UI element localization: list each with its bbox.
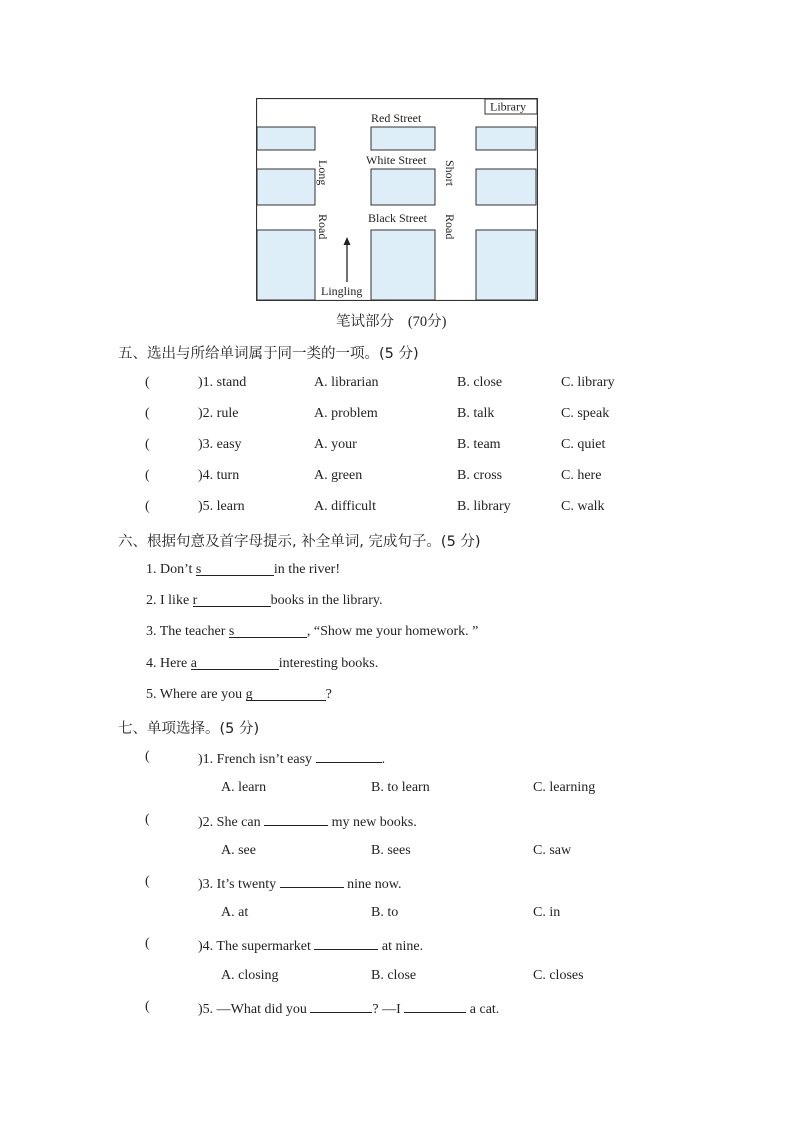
option-b: B. to learn xyxy=(371,780,430,795)
hint-letter: s xyxy=(195,562,202,577)
option-b: B. talk xyxy=(457,406,495,421)
lingling-label: Lingling xyxy=(321,284,363,298)
stem-text: . xyxy=(381,752,386,767)
option-c: C. learning xyxy=(533,780,596,795)
option-a: A. librarian xyxy=(314,375,379,390)
option-a: A. green xyxy=(314,468,363,483)
sentence-end: books in the library. xyxy=(270,593,383,608)
stem-text: )3. It’s twenty xyxy=(198,877,280,892)
option-c: C. here xyxy=(561,468,602,483)
short-road-label-1: Short xyxy=(443,160,457,187)
answer-paren[interactable]: ( xyxy=(145,936,150,951)
answer-paren[interactable]: ( xyxy=(145,437,150,452)
hint-letter: s xyxy=(228,624,235,639)
option-b: B. close xyxy=(457,375,503,390)
option-b: B. team xyxy=(457,437,501,452)
option-b: B. sees xyxy=(371,843,411,858)
question-word: )4. turn xyxy=(198,468,240,483)
black-street-label: Black Street xyxy=(368,211,427,225)
street-map xyxy=(256,98,538,301)
fill-blank[interactable] xyxy=(196,562,274,576)
block xyxy=(257,230,315,300)
question-stem xyxy=(198,999,499,1018)
question-word: )5. learn xyxy=(198,499,245,514)
option-c: C. in xyxy=(533,905,561,920)
stem-text: )5. —What did you xyxy=(198,1002,311,1017)
answer-paren[interactable]: ( xyxy=(145,812,150,827)
stem-text: )4. The supermarket xyxy=(198,939,315,954)
sentence-start: 2. I like xyxy=(146,593,193,608)
option-b: B. to xyxy=(371,905,399,920)
library-label: Library xyxy=(490,99,526,114)
sentence-end: in the river! xyxy=(273,562,341,577)
answer-paren[interactable]: ( xyxy=(145,999,150,1014)
sentence-start: 1. Don’t xyxy=(146,562,196,577)
answer-paren[interactable]: ( xyxy=(145,874,150,889)
stem-text: ? —I xyxy=(372,1002,405,1017)
option-b: B. library xyxy=(457,499,511,514)
option-c: C. speak xyxy=(561,406,610,421)
written-part-caption xyxy=(336,310,447,331)
section6-item xyxy=(146,593,383,609)
block xyxy=(371,127,435,150)
stem-text: nine now. xyxy=(343,877,402,892)
long-road-label-2: Road xyxy=(316,214,330,240)
block xyxy=(257,169,315,205)
option-a: A. learn xyxy=(221,780,267,795)
stem-text: my new books. xyxy=(328,815,417,830)
question-word: )3. easy xyxy=(198,437,242,452)
hint-letter: r xyxy=(192,593,198,608)
sentence-start: 5. Where are you xyxy=(146,687,246,702)
question-stem xyxy=(198,936,423,955)
answer-paren[interactable]: ( xyxy=(145,499,150,514)
section7-title: 七、单项选择。(5 分) xyxy=(118,721,260,737)
block xyxy=(371,169,435,205)
question-word: )1. stand xyxy=(198,375,247,390)
hint-letter: a xyxy=(190,656,197,671)
red-street-label: Red Street xyxy=(371,111,422,125)
fill-blank[interactable] xyxy=(193,593,271,607)
section6-item xyxy=(146,687,332,703)
caption-score: (70分) xyxy=(407,314,447,330)
block xyxy=(257,127,315,150)
long-road-label-1: Long xyxy=(316,160,330,186)
answer-paren[interactable]: ( xyxy=(145,468,150,483)
option-b: B. close xyxy=(371,968,417,983)
option-c: C. library xyxy=(561,375,615,390)
question-blank xyxy=(264,812,328,826)
stem-text: )2. She can xyxy=(198,815,265,830)
stem-text: a cat. xyxy=(466,1002,500,1017)
answer-paren[interactable]: ( xyxy=(145,375,150,390)
section6-title: 六、根据句意及首字母提示, 补全单词, 完成句子。(5 分) xyxy=(118,534,481,550)
sentence-end: , “Show me your homework. ” xyxy=(306,624,479,639)
white-street-label: White Street xyxy=(366,153,427,167)
caption-text: 笔试部分 xyxy=(336,314,394,330)
option-c: C. walk xyxy=(561,499,605,514)
sentence-start: 4. Here xyxy=(146,656,191,671)
stem-text: at nine. xyxy=(378,939,424,954)
block xyxy=(476,230,536,300)
sentence-end: interesting books. xyxy=(278,656,379,671)
question-word: )2. rule xyxy=(198,406,239,421)
option-a: A. closing xyxy=(221,968,279,983)
short-road-label-2: Road xyxy=(443,214,457,240)
question-blank xyxy=(316,749,382,763)
question-stem xyxy=(198,749,385,768)
fill-blank[interactable] xyxy=(191,656,279,670)
option-b: B. cross xyxy=(457,468,503,483)
block xyxy=(371,230,435,300)
option-a: A. see xyxy=(221,843,256,858)
question-blank xyxy=(310,999,372,1013)
question-blank xyxy=(404,999,466,1013)
option-c: C. saw xyxy=(533,843,572,858)
answer-paren[interactable]: ( xyxy=(145,749,150,764)
question-blank xyxy=(314,936,378,950)
fill-blank[interactable] xyxy=(246,687,326,701)
sentence-start: 3. The teacher xyxy=(146,624,229,639)
section6-item xyxy=(146,562,340,578)
stem-text: )1. French isn’t easy xyxy=(198,752,316,767)
sentence-end: ? xyxy=(325,687,332,702)
answer-paren[interactable]: ( xyxy=(145,406,150,421)
section5-title: 五、选出与所给单词属于同一类的一项。(5 分) xyxy=(118,346,419,362)
option-c: C. quiet xyxy=(561,437,606,452)
option-c: C. closes xyxy=(533,968,584,983)
fill-blank[interactable] xyxy=(229,624,307,638)
option-a: A. at xyxy=(221,905,249,920)
hint-letter: g xyxy=(245,687,253,702)
section6-item xyxy=(146,624,478,640)
block xyxy=(476,169,536,205)
option-a: A. your xyxy=(314,437,357,452)
question-stem xyxy=(198,812,417,831)
section6-item xyxy=(146,656,378,672)
question-stem xyxy=(198,874,401,893)
block xyxy=(476,127,536,150)
option-a: A. problem xyxy=(314,406,378,421)
option-a: A. difficult xyxy=(314,499,376,514)
question-blank xyxy=(280,874,344,888)
